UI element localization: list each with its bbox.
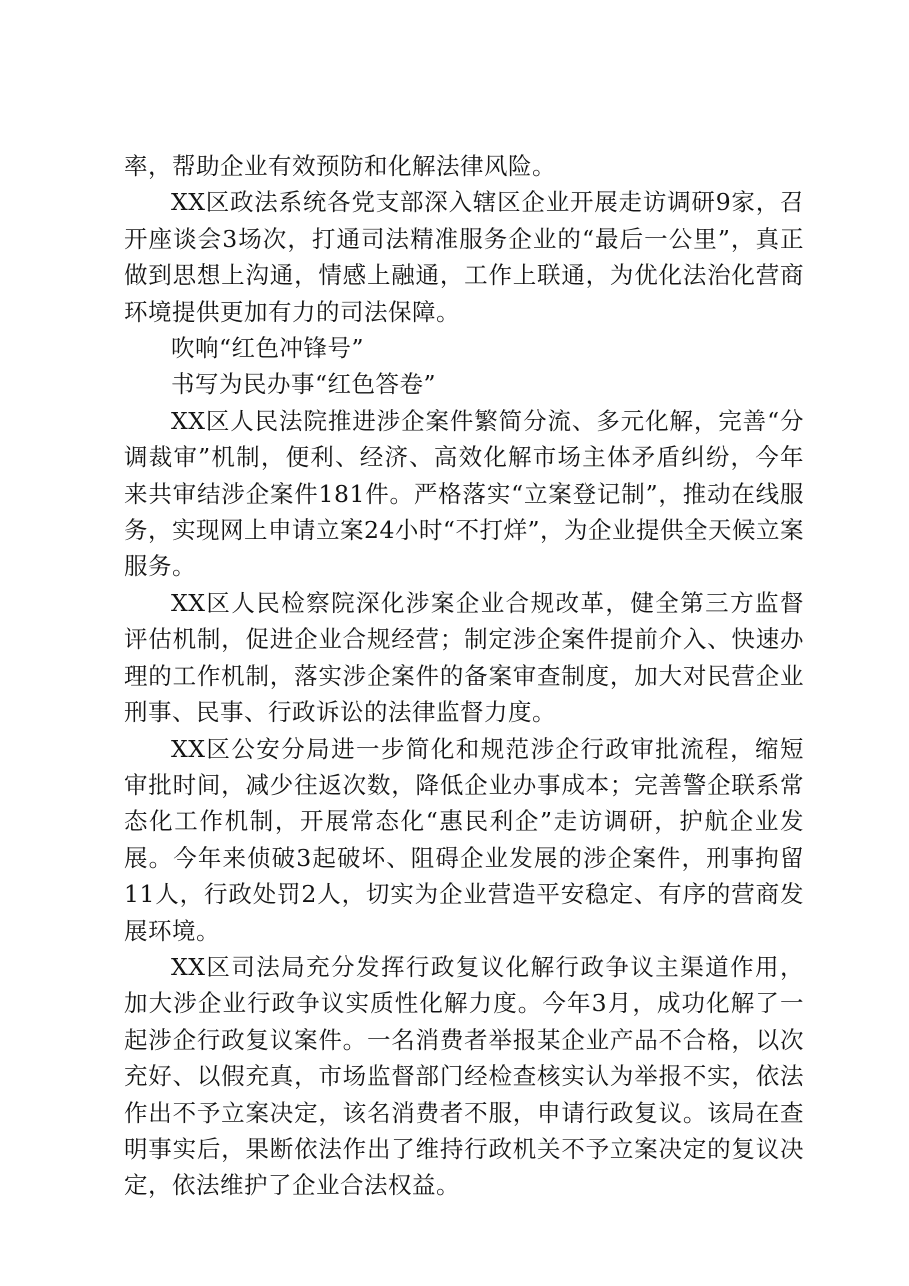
paragraph-procuratorate: XX区人民检察院深化涉案企业合规改革，健全第三方监督评估机制，促进企业合规经营；制定涉企案件提前介入、快速办理的工作机制，落实涉企案件的备案审查制度，加大对民营企业刑事、民事、行政诉讼的法律监督力度。 xyxy=(124,588,804,727)
paragraph-public-security: XX区公安分局进一步简化和规范涉企行政审批流程，缩短审批时间，减少往返次数，降低企业办事成本；完善警企联系常态化工作机制，开展常态化“惠民利企”走访调研，护航企业发展。今年来侦破3起破坏、阻碍企业发展的涉企案件，刑事拘留11人，行政处罚2人，切实为企业营造平安稳定、有序的营商发展环境。 xyxy=(124,734,804,945)
paragraph-justice-bureau: XX区司法局充分发挥行政复议化解行政争议主渠道作用，加大涉企业行政争议实质性化解力度。今年3月，成功化解了一起涉企行政复议案件。一名消费者举报某企业产品不合格，以次充好、以假充真，市场监督部门经检查核实认为举报不实，依法作出不予立案决定，该名消费者不服，申请行政复议。该局在查明事实后，果断依法作出了维持行政机关不予立案决定的复议决定，依法维护了企业合法权益。 xyxy=(124,952,804,1200)
document-body xyxy=(124,148,804,1204)
paragraph-political-legal-system: XX区政法系统各党支部深入辖区企业开展走访调研9家，召开座谈会3场次，打通司法精准服务企业的“最后一公里”，真正做到思想上沟通，情感上融通，工作上联通，为优化法治化营商环境提供更加有力的司法保障。 xyxy=(124,188,804,326)
paragraph-continuation: 率，帮助企业有效预防和化解法律风险。 xyxy=(124,152,556,180)
section-heading-line-2: 书写为民办事“红色答卷” xyxy=(171,370,437,399)
section-heading-line-1: 吹响“红色冲锋号” xyxy=(171,334,365,363)
paragraph-peoples-court: XX区人民法院推进涉企案件繁简分流、多元化解，完善“分调裁审”机制，便利、经济、高效化解市场主体矛盾纠纷，今年来共审结涉企案件181件。严格落实“立案登记制”，推动在线服务，实现网上申请立案24小时“不打烊”，为企业提供全天候立案服务。 xyxy=(124,406,804,581)
